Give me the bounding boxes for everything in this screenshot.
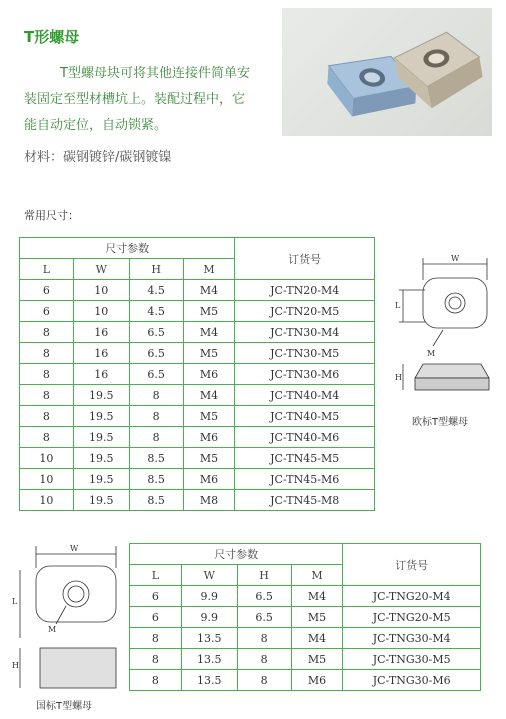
product-photo [282, 8, 492, 136]
dim-label-m: M [427, 349, 436, 358]
table-row [130, 670, 481, 691]
table-cell: 4.5 [129, 280, 183, 301]
description-line-1: T型螺母块可将其他连接件简单安 [60, 66, 250, 81]
table-cell: JC-TN20-M5 [235, 301, 375, 322]
column-header: H [237, 565, 291, 586]
table-row [20, 343, 375, 364]
table-cell: 10 [73, 280, 129, 301]
table-cell: M5 [291, 607, 343, 628]
table-cell: JC-TN45-M8 [235, 490, 375, 511]
euro-t-nut-diagram [385, 250, 505, 415]
table-cell: 8 [130, 628, 182, 649]
table-cell: 8.5 [129, 469, 183, 490]
table-group-header: 尺寸参数 [130, 544, 343, 565]
table-cell: M4 [291, 586, 343, 607]
table-cell: 8 [130, 670, 182, 691]
table-cell: M4 [183, 322, 235, 343]
table-cell: M4 [183, 385, 235, 406]
table-cell: 6 [20, 301, 74, 322]
dim-label-l: L [12, 597, 18, 606]
table-cell: JC-TN40-M4 [235, 385, 375, 406]
column-header: H [129, 259, 183, 280]
dim-label-w: W [451, 254, 460, 263]
table-cell: 6.5 [237, 607, 291, 628]
table-cell: 13.5 [181, 670, 237, 691]
table-cell: JC-TN40-M5 [235, 406, 375, 427]
table-cell: 8 [129, 385, 183, 406]
table-cell: JC-TN30-M4 [235, 322, 375, 343]
page-title: T形螺母 [24, 28, 80, 46]
table-cell: 6 [20, 280, 74, 301]
table-cell: 16 [73, 364, 129, 385]
table-cell: 8 [20, 406, 74, 427]
table-row [20, 427, 375, 448]
table-cell: 6.5 [129, 322, 183, 343]
table-cell: 19.5 [73, 385, 129, 406]
table-cell: 10 [20, 490, 74, 511]
table-row [20, 490, 375, 511]
table-cell: JC-TN45-M5 [235, 448, 375, 469]
table-cell: JC-TN30-M6 [235, 364, 375, 385]
table-row [130, 586, 481, 607]
table-row [20, 364, 375, 385]
table-cell: 13.5 [181, 649, 237, 670]
table-cell: M6 [183, 364, 235, 385]
table-cell: 6.5 [129, 364, 183, 385]
gb-t-nut-diagram [8, 540, 126, 698]
table-cell: JC-TN30-M5 [235, 343, 375, 364]
table-cell: 8 [129, 427, 183, 448]
dim-label-m: M [48, 625, 57, 634]
table-order-header: 订货号 [343, 544, 481, 586]
table-cell: 8 [20, 385, 74, 406]
table-row [130, 607, 481, 628]
table-cell: 8 [237, 628, 291, 649]
table-cell: M5 [183, 448, 235, 469]
table-cell: JC-TNG20-M4 [343, 586, 481, 607]
table-cell: 19.5 [73, 427, 129, 448]
table-cell: M4 [291, 628, 343, 649]
table-cell: 8 [20, 322, 74, 343]
table-cell: 6 [130, 607, 182, 628]
table-cell: 8.5 [129, 490, 183, 511]
table-cell: JC-TNG20-M5 [343, 607, 481, 628]
table-cell: M6 [291, 670, 343, 691]
table-cell: M5 [183, 301, 235, 322]
table-cell: 6.5 [129, 343, 183, 364]
table-row [20, 469, 375, 490]
table-cell: JC-TN45-M6 [235, 469, 375, 490]
dim-label-h: H [395, 373, 402, 382]
table-cell: 9.9 [181, 607, 237, 628]
table-cell: 10 [20, 448, 74, 469]
table-cell: 16 [73, 343, 129, 364]
table-row [130, 649, 481, 670]
table-row [20, 385, 375, 406]
gb-diagram-caption: 国标T型螺母 [36, 701, 93, 712]
table-cell: 8 [237, 649, 291, 670]
table-cell: M5 [291, 649, 343, 670]
spec-table-gb [129, 543, 481, 691]
table-cell: M6 [183, 427, 235, 448]
table-cell: M5 [183, 343, 235, 364]
table-cell: 13.5 [181, 628, 237, 649]
table-cell: 4.5 [129, 301, 183, 322]
description-line-3: 能自动定位，自动锁紧。 [24, 118, 168, 133]
table-row [20, 322, 375, 343]
table-row [20, 280, 375, 301]
table-cell: JC-TNG30-M6 [343, 670, 481, 691]
table-cell: 8 [20, 364, 74, 385]
table-cell: 9.9 [181, 586, 237, 607]
table-cell: M5 [183, 406, 235, 427]
table-cell: 8 [237, 670, 291, 691]
column-header: M [183, 259, 235, 280]
spec-table-euro [19, 237, 375, 511]
dim-label-h: H [12, 661, 19, 670]
column-header: L [130, 565, 182, 586]
table-group-header: 尺寸参数 [20, 238, 235, 259]
table-cell: 8 [130, 649, 182, 670]
column-header: M [291, 565, 343, 586]
table-row [130, 628, 481, 649]
table-cell: JC-TNG30-M5 [343, 649, 481, 670]
table-cell: 8 [20, 343, 74, 364]
table-cell: 10 [73, 301, 129, 322]
table-cell: M6 [183, 469, 235, 490]
euro-diagram-caption: 欧标T型螺母 [412, 417, 469, 428]
column-header: W [73, 259, 129, 280]
table-cell: 19.5 [73, 469, 129, 490]
table-row [20, 406, 375, 427]
table-row [20, 301, 375, 322]
table-cell: 19.5 [73, 448, 129, 469]
table-cell: JC-TNG30-M4 [343, 628, 481, 649]
dim-label-l: L [395, 301, 401, 310]
table-order-header: 订货号 [235, 238, 375, 280]
table-cell: 8 [20, 427, 74, 448]
table-cell: 8 [129, 406, 183, 427]
description-line-2: 装固定至型材槽坑上。装配过程中，它 [24, 92, 246, 107]
table-cell: 8.5 [129, 448, 183, 469]
table-cell: M4 [183, 280, 235, 301]
table-cell: 6 [130, 586, 182, 607]
table-cell: JC-TN20-M4 [235, 280, 375, 301]
column-header: W [181, 565, 237, 586]
table-cell: 10 [20, 469, 74, 490]
size-section-label: 常用尺寸： [24, 209, 79, 222]
table-cell: 6.5 [237, 586, 291, 607]
table-cell: M8 [183, 490, 235, 511]
dim-label-w: W [70, 544, 79, 553]
table-cell: 19.5 [73, 406, 129, 427]
table-cell: 19.5 [73, 490, 129, 511]
t-nut-photo-illustration [282, 8, 492, 136]
table-cell: 16 [73, 322, 129, 343]
column-header: L [20, 259, 74, 280]
material-text: 材料：碳钢镀锌/碳钢镀镍 [24, 150, 172, 165]
table-row [20, 448, 375, 469]
table-cell: JC-TN40-M6 [235, 427, 375, 448]
